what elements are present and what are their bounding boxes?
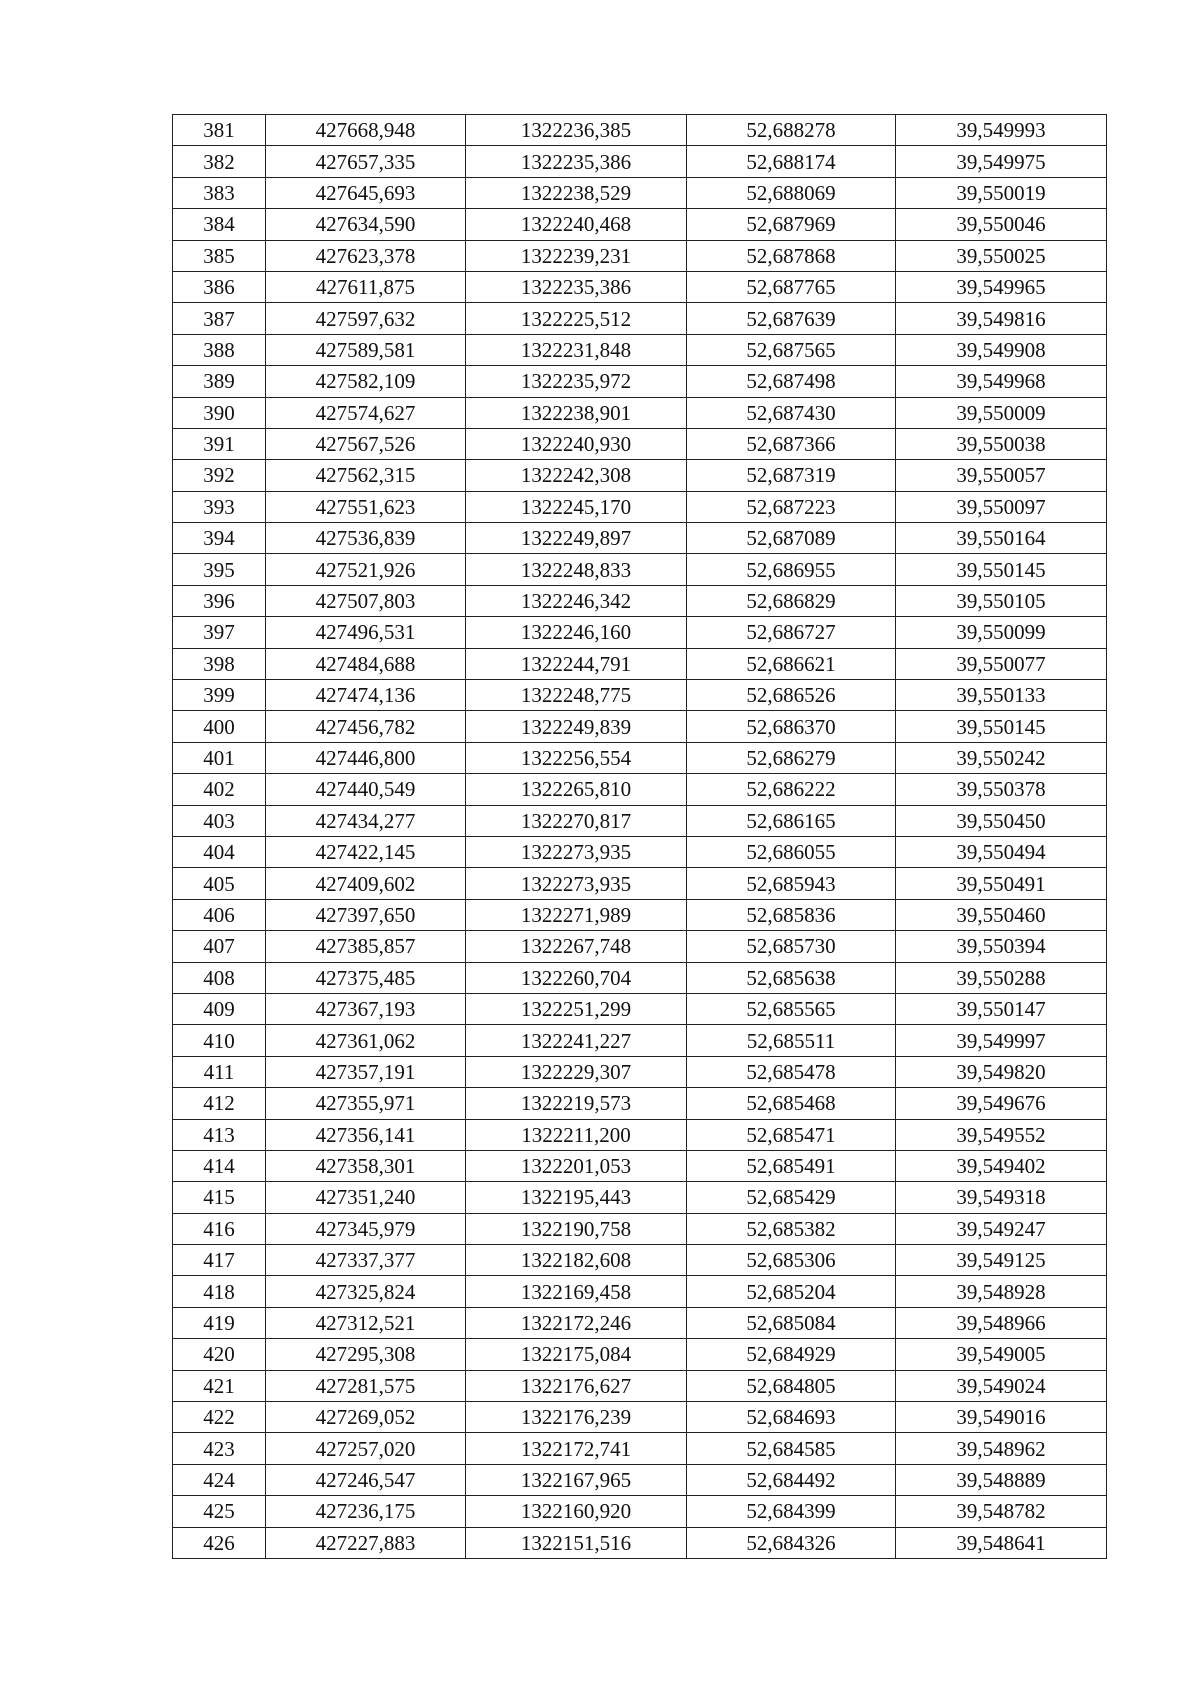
y-coordinate-cell: 1322241,227: [466, 1025, 687, 1056]
table-row: [173, 1245, 1107, 1276]
longitude-cell: 39,550145: [896, 554, 1107, 585]
longitude-cell: 39,548889: [896, 1464, 1107, 1495]
point-number-cell: 421: [173, 1370, 266, 1401]
x-coordinate-cell: 427281,575: [266, 1370, 466, 1401]
x-coordinate-cell: 427634,590: [266, 209, 466, 240]
table-row: [173, 115, 1107, 146]
longitude-cell: 39,548966: [896, 1307, 1107, 1338]
longitude-cell: 39,549552: [896, 1119, 1107, 1150]
point-number-cell: 410: [173, 1025, 266, 1056]
y-coordinate-cell: 1322182,608: [466, 1245, 687, 1276]
latitude-cell: 52,686279: [687, 742, 896, 773]
point-number-cell: 416: [173, 1213, 266, 1244]
y-coordinate-cell: 1322151,516: [466, 1527, 687, 1558]
x-coordinate-cell: 427496,531: [266, 617, 466, 648]
table-row: [173, 1433, 1107, 1464]
table-row: [173, 1056, 1107, 1087]
latitude-cell: 52,684805: [687, 1370, 896, 1401]
latitude-cell: 52,686222: [687, 774, 896, 805]
x-coordinate-cell: 427507,803: [266, 585, 466, 616]
y-coordinate-cell: 1322270,817: [466, 805, 687, 836]
latitude-cell: 52,687868: [687, 240, 896, 271]
y-coordinate-cell: 1322246,342: [466, 585, 687, 616]
table-row: [173, 1088, 1107, 1119]
x-coordinate-cell: 427375,485: [266, 962, 466, 993]
x-coordinate-cell: 427582,109: [266, 366, 466, 397]
x-coordinate-cell: 427367,193: [266, 993, 466, 1024]
point-number-cell: 396: [173, 585, 266, 616]
longitude-cell: 39,550025: [896, 240, 1107, 271]
latitude-cell: 52,686829: [687, 585, 896, 616]
longitude-cell: 39,548962: [896, 1433, 1107, 1464]
x-coordinate-cell: 427440,549: [266, 774, 466, 805]
longitude-cell: 39,550147: [896, 993, 1107, 1024]
latitude-cell: 52,687319: [687, 460, 896, 491]
coordinates-table-body: [173, 115, 1107, 1559]
table-row: [173, 1307, 1107, 1338]
longitude-cell: 39,550077: [896, 648, 1107, 679]
x-coordinate-cell: 427345,979: [266, 1213, 466, 1244]
point-number-cell: 403: [173, 805, 266, 836]
longitude-cell: 39,549402: [896, 1150, 1107, 1181]
latitude-cell: 52,687565: [687, 334, 896, 365]
latitude-cell: 52,686165: [687, 805, 896, 836]
longitude-cell: 39,550009: [896, 397, 1107, 428]
longitude-cell: 39,550057: [896, 460, 1107, 491]
table-row: [173, 554, 1107, 585]
point-number-cell: 404: [173, 836, 266, 867]
point-number-cell: 397: [173, 617, 266, 648]
longitude-cell: 39,549975: [896, 146, 1107, 177]
x-coordinate-cell: 427246,547: [266, 1464, 466, 1495]
longitude-cell: 39,550133: [896, 680, 1107, 711]
table-row: [173, 1276, 1107, 1307]
point-number-cell: 415: [173, 1182, 266, 1213]
x-coordinate-cell: 427521,926: [266, 554, 466, 585]
longitude-cell: 39,550099: [896, 617, 1107, 648]
longitude-cell: 39,549318: [896, 1182, 1107, 1213]
table-row: [173, 1213, 1107, 1244]
x-coordinate-cell: 427312,521: [266, 1307, 466, 1338]
x-coordinate-cell: 427295,308: [266, 1339, 466, 1370]
point-number-cell: 388: [173, 334, 266, 365]
y-coordinate-cell: 1322245,170: [466, 491, 687, 522]
point-number-cell: 423: [173, 1433, 266, 1464]
y-coordinate-cell: 1322176,239: [466, 1402, 687, 1433]
point-number-cell: 412: [173, 1088, 266, 1119]
point-number-cell: 382: [173, 146, 266, 177]
table-row: [173, 742, 1107, 773]
table-row: [173, 774, 1107, 805]
table-row: [173, 240, 1107, 271]
x-coordinate-cell: 427356,141: [266, 1119, 466, 1150]
x-coordinate-cell: 427227,883: [266, 1527, 466, 1558]
latitude-cell: 52,684585: [687, 1433, 896, 1464]
table-row: [173, 523, 1107, 554]
x-coordinate-cell: 427597,632: [266, 303, 466, 334]
longitude-cell: 39,550288: [896, 962, 1107, 993]
longitude-cell: 39,550145: [896, 711, 1107, 742]
point-number-cell: 383: [173, 177, 266, 208]
point-number-cell: 391: [173, 428, 266, 459]
longitude-cell: 39,549965: [896, 271, 1107, 302]
y-coordinate-cell: 1322248,775: [466, 680, 687, 711]
table-row: [173, 366, 1107, 397]
longitude-cell: 39,550164: [896, 523, 1107, 554]
point-number-cell: 393: [173, 491, 266, 522]
x-coordinate-cell: 427474,136: [266, 680, 466, 711]
longitude-cell: 39,550450: [896, 805, 1107, 836]
x-coordinate-cell: 427434,277: [266, 805, 466, 836]
longitude-cell: 39,549024: [896, 1370, 1107, 1401]
longitude-cell: 39,549125: [896, 1245, 1107, 1276]
longitude-cell: 39,550378: [896, 774, 1107, 805]
latitude-cell: 52,687089: [687, 523, 896, 554]
table-row: [173, 1119, 1107, 1150]
table-row: [173, 397, 1107, 428]
latitude-cell: 52,686955: [687, 554, 896, 585]
x-coordinate-cell: 427351,240: [266, 1182, 466, 1213]
coordinates-table: [172, 114, 1107, 1559]
point-number-cell: 399: [173, 680, 266, 711]
longitude-cell: 39,550105: [896, 585, 1107, 616]
latitude-cell: 52,687223: [687, 491, 896, 522]
x-coordinate-cell: 427589,581: [266, 334, 466, 365]
table-row: [173, 177, 1107, 208]
x-coordinate-cell: 427397,650: [266, 899, 466, 930]
table-row: [173, 899, 1107, 930]
latitude-cell: 52,687969: [687, 209, 896, 240]
latitude-cell: 52,687498: [687, 366, 896, 397]
y-coordinate-cell: 1322267,748: [466, 931, 687, 962]
latitude-cell: 52,685491: [687, 1150, 896, 1181]
point-number-cell: 422: [173, 1402, 266, 1433]
longitude-cell: 39,549816: [896, 303, 1107, 334]
point-number-cell: 426: [173, 1527, 266, 1558]
table-row: [173, 931, 1107, 962]
point-number-cell: 387: [173, 303, 266, 334]
y-coordinate-cell: 1322195,443: [466, 1182, 687, 1213]
table-row: [173, 1370, 1107, 1401]
table-row: [173, 868, 1107, 899]
longitude-cell: 39,549968: [896, 366, 1107, 397]
latitude-cell: 52,687765: [687, 271, 896, 302]
longitude-cell: 39,549908: [896, 334, 1107, 365]
y-coordinate-cell: 1322201,053: [466, 1150, 687, 1181]
x-coordinate-cell: 427236,175: [266, 1496, 466, 1527]
point-number-cell: 411: [173, 1056, 266, 1087]
y-coordinate-cell: 1322271,989: [466, 899, 687, 930]
point-number-cell: 401: [173, 742, 266, 773]
y-coordinate-cell: 1322236,385: [466, 115, 687, 146]
y-coordinate-cell: 1322240,468: [466, 209, 687, 240]
table-row: [173, 334, 1107, 365]
latitude-cell: 52,686526: [687, 680, 896, 711]
x-coordinate-cell: 427355,971: [266, 1088, 466, 1119]
y-coordinate-cell: 1322219,573: [466, 1088, 687, 1119]
x-coordinate-cell: 427484,688: [266, 648, 466, 679]
point-number-cell: 392: [173, 460, 266, 491]
point-number-cell: 407: [173, 931, 266, 962]
longitude-cell: 39,549820: [896, 1056, 1107, 1087]
longitude-cell: 39,548782: [896, 1496, 1107, 1527]
table-row: [173, 617, 1107, 648]
longitude-cell: 39,550460: [896, 899, 1107, 930]
x-coordinate-cell: 427536,839: [266, 523, 466, 554]
point-number-cell: 386: [173, 271, 266, 302]
table-row: [173, 1527, 1107, 1558]
x-coordinate-cell: 427551,623: [266, 491, 466, 522]
point-number-cell: 381: [173, 115, 266, 146]
x-coordinate-cell: 427409,602: [266, 868, 466, 899]
y-coordinate-cell: 1322249,897: [466, 523, 687, 554]
y-coordinate-cell: 1322238,901: [466, 397, 687, 428]
point-number-cell: 395: [173, 554, 266, 585]
x-coordinate-cell: 427657,335: [266, 146, 466, 177]
point-number-cell: 394: [173, 523, 266, 554]
longitude-cell: 39,550097: [896, 491, 1107, 522]
x-coordinate-cell: 427574,627: [266, 397, 466, 428]
point-number-cell: 414: [173, 1150, 266, 1181]
point-number-cell: 413: [173, 1119, 266, 1150]
table-row: [173, 993, 1107, 1024]
y-coordinate-cell: 1322225,512: [466, 303, 687, 334]
x-coordinate-cell: 427422,145: [266, 836, 466, 867]
longitude-cell: 39,550394: [896, 931, 1107, 962]
latitude-cell: 52,685478: [687, 1056, 896, 1087]
latitude-cell: 52,687366: [687, 428, 896, 459]
table-row: [173, 805, 1107, 836]
y-coordinate-cell: 1322172,741: [466, 1433, 687, 1464]
table-row: [173, 271, 1107, 302]
point-number-cell: 398: [173, 648, 266, 679]
latitude-cell: 52,686370: [687, 711, 896, 742]
x-coordinate-cell: 427668,948: [266, 115, 466, 146]
x-coordinate-cell: 427385,857: [266, 931, 466, 962]
point-number-cell: 418: [173, 1276, 266, 1307]
point-number-cell: 408: [173, 962, 266, 993]
x-coordinate-cell: 427446,800: [266, 742, 466, 773]
table-row: [173, 1402, 1107, 1433]
point-number-cell: 385: [173, 240, 266, 271]
point-number-cell: 409: [173, 993, 266, 1024]
latitude-cell: 52,686621: [687, 648, 896, 679]
table-row: [173, 491, 1107, 522]
point-number-cell: 425: [173, 1496, 266, 1527]
table-row: [173, 585, 1107, 616]
latitude-cell: 52,685204: [687, 1276, 896, 1307]
latitude-cell: 52,684399: [687, 1496, 896, 1527]
longitude-cell: 39,550038: [896, 428, 1107, 459]
x-coordinate-cell: 427611,875: [266, 271, 466, 302]
latitude-cell: 52,688278: [687, 115, 896, 146]
point-number-cell: 400: [173, 711, 266, 742]
x-coordinate-cell: 427456,782: [266, 711, 466, 742]
y-coordinate-cell: 1322240,930: [466, 428, 687, 459]
y-coordinate-cell: 1322249,839: [466, 711, 687, 742]
latitude-cell: 52,684492: [687, 1464, 896, 1495]
table-row: [173, 836, 1107, 867]
longitude-cell: 39,550046: [896, 209, 1107, 240]
table-row: [173, 209, 1107, 240]
latitude-cell: 52,687430: [687, 397, 896, 428]
table-row: [173, 1182, 1107, 1213]
y-coordinate-cell: 1322242,308: [466, 460, 687, 491]
longitude-cell: 39,549005: [896, 1339, 1107, 1370]
y-coordinate-cell: 1322211,200: [466, 1119, 687, 1150]
latitude-cell: 52,686055: [687, 836, 896, 867]
y-coordinate-cell: 1322273,935: [466, 868, 687, 899]
y-coordinate-cell: 1322246,160: [466, 617, 687, 648]
y-coordinate-cell: 1322244,791: [466, 648, 687, 679]
x-coordinate-cell: 427269,052: [266, 1402, 466, 1433]
x-coordinate-cell: 427337,377: [266, 1245, 466, 1276]
table-row: [173, 1339, 1107, 1370]
latitude-cell: 52,685511: [687, 1025, 896, 1056]
latitude-cell: 52,685382: [687, 1213, 896, 1244]
point-number-cell: 384: [173, 209, 266, 240]
table-row: [173, 1464, 1107, 1495]
y-coordinate-cell: 1322265,810: [466, 774, 687, 805]
x-coordinate-cell: 427357,191: [266, 1056, 466, 1087]
y-coordinate-cell: 1322169,458: [466, 1276, 687, 1307]
latitude-cell: 52,685306: [687, 1245, 896, 1276]
latitude-cell: 52,687639: [687, 303, 896, 334]
latitude-cell: 52,688069: [687, 177, 896, 208]
longitude-cell: 39,548928: [896, 1276, 1107, 1307]
latitude-cell: 52,685429: [687, 1182, 896, 1213]
longitude-cell: 39,550019: [896, 177, 1107, 208]
longitude-cell: 39,548641: [896, 1527, 1107, 1558]
y-coordinate-cell: 1322238,529: [466, 177, 687, 208]
table-row: [173, 1150, 1107, 1181]
point-number-cell: 419: [173, 1307, 266, 1338]
point-number-cell: 405: [173, 868, 266, 899]
x-coordinate-cell: 427567,526: [266, 428, 466, 459]
y-coordinate-cell: 1322260,704: [466, 962, 687, 993]
table-row: [173, 962, 1107, 993]
table-row: [173, 1025, 1107, 1056]
latitude-cell: 52,688174: [687, 146, 896, 177]
y-coordinate-cell: 1322190,758: [466, 1213, 687, 1244]
longitude-cell: 39,549247: [896, 1213, 1107, 1244]
x-coordinate-cell: 427562,315: [266, 460, 466, 491]
latitude-cell: 52,684326: [687, 1527, 896, 1558]
longitude-cell: 39,549016: [896, 1402, 1107, 1433]
x-coordinate-cell: 427257,020: [266, 1433, 466, 1464]
x-coordinate-cell: 427361,062: [266, 1025, 466, 1056]
y-coordinate-cell: 1322239,231: [466, 240, 687, 271]
latitude-cell: 52,685565: [687, 993, 896, 1024]
longitude-cell: 39,550491: [896, 868, 1107, 899]
y-coordinate-cell: 1322172,246: [466, 1307, 687, 1338]
longitude-cell: 39,549993: [896, 115, 1107, 146]
table-row: [173, 303, 1107, 334]
latitude-cell: 52,685468: [687, 1088, 896, 1119]
y-coordinate-cell: 1322235,972: [466, 366, 687, 397]
longitude-cell: 39,549676: [896, 1088, 1107, 1119]
latitude-cell: 52,685471: [687, 1119, 896, 1150]
y-coordinate-cell: 1322176,627: [466, 1370, 687, 1401]
latitude-cell: 52,685730: [687, 931, 896, 962]
latitude-cell: 52,685943: [687, 868, 896, 899]
y-coordinate-cell: 1322273,935: [466, 836, 687, 867]
table-row: [173, 146, 1107, 177]
latitude-cell: 52,686727: [687, 617, 896, 648]
table-row: [173, 680, 1107, 711]
point-number-cell: 424: [173, 1464, 266, 1495]
point-number-cell: 390: [173, 397, 266, 428]
point-number-cell: 389: [173, 366, 266, 397]
y-coordinate-cell: 1322160,920: [466, 1496, 687, 1527]
y-coordinate-cell: 1322251,299: [466, 993, 687, 1024]
x-coordinate-cell: 427358,301: [266, 1150, 466, 1181]
latitude-cell: 52,684929: [687, 1339, 896, 1370]
latitude-cell: 52,685836: [687, 899, 896, 930]
table-row: [173, 1496, 1107, 1527]
point-number-cell: 417: [173, 1245, 266, 1276]
y-coordinate-cell: 1322175,084: [466, 1339, 687, 1370]
x-coordinate-cell: 427623,378: [266, 240, 466, 271]
y-coordinate-cell: 1322167,965: [466, 1464, 687, 1495]
latitude-cell: 52,684693: [687, 1402, 896, 1433]
y-coordinate-cell: 1322231,848: [466, 334, 687, 365]
latitude-cell: 52,685638: [687, 962, 896, 993]
longitude-cell: 39,549997: [896, 1025, 1107, 1056]
table-row: [173, 648, 1107, 679]
point-number-cell: 406: [173, 899, 266, 930]
y-coordinate-cell: 1322235,386: [466, 146, 687, 177]
table-row: [173, 460, 1107, 491]
point-number-cell: 420: [173, 1339, 266, 1370]
table-row: [173, 711, 1107, 742]
longitude-cell: 39,550242: [896, 742, 1107, 773]
longitude-cell: 39,550494: [896, 836, 1107, 867]
y-coordinate-cell: 1322248,833: [466, 554, 687, 585]
y-coordinate-cell: 1322235,386: [466, 271, 687, 302]
table-row: [173, 428, 1107, 459]
x-coordinate-cell: 427325,824: [266, 1276, 466, 1307]
y-coordinate-cell: 1322229,307: [466, 1056, 687, 1087]
x-coordinate-cell: 427645,693: [266, 177, 466, 208]
y-coordinate-cell: 1322256,554: [466, 742, 687, 773]
point-number-cell: 402: [173, 774, 266, 805]
latitude-cell: 52,685084: [687, 1307, 896, 1338]
